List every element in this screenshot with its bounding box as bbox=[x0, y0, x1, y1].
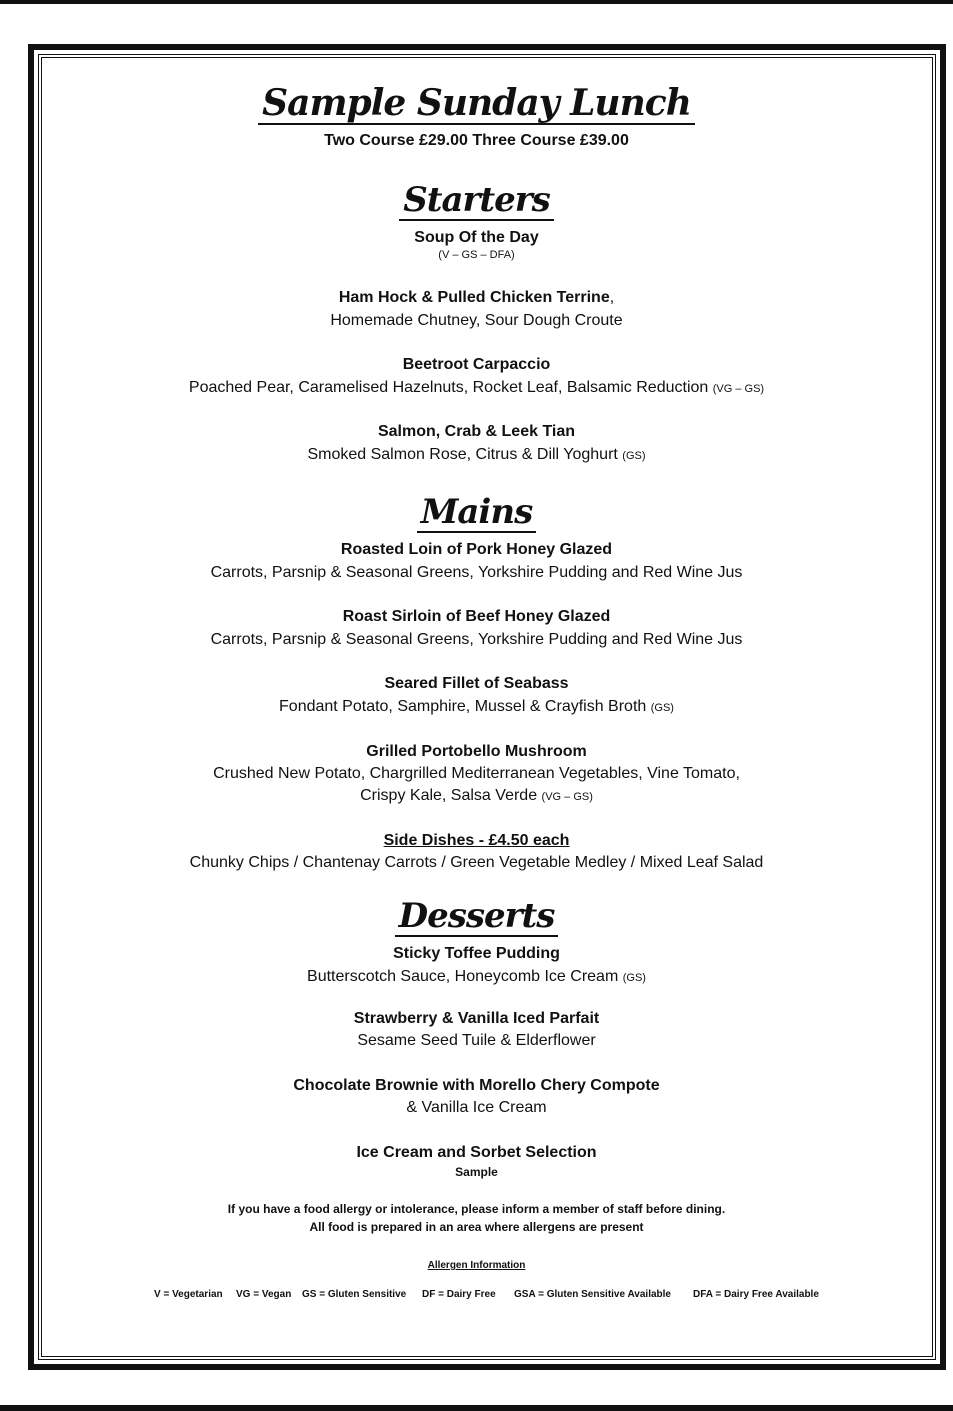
starters-heading: Starters bbox=[0, 180, 953, 221]
starter-line-4 bbox=[0, 446, 953, 464]
mains-heading: Mains bbox=[0, 492, 953, 533]
legend-vg: VG = Vegan bbox=[236, 1289, 292, 1300]
starter-item-2 bbox=[0, 289, 953, 307]
dessert-tag-1: (GS) bbox=[622, 972, 646, 984]
starter-name-2: Ham Hock & Pulled Chicken Terrine bbox=[338, 289, 610, 306]
starter-name-3: Beetroot Carpaccio bbox=[402, 356, 551, 373]
allergy-notice-2: All food is prepared in an area where allergens are present bbox=[309, 1220, 644, 1234]
dessert-line-1 bbox=[0, 968, 953, 986]
allergen-info-heading: Allergen Information bbox=[427, 1260, 526, 1271]
allergy-notice-1: If you have a food allergy or intolerance, please inform a member of staff before dining. bbox=[227, 1202, 726, 1216]
starter-tag-3: (VG – GS) bbox=[712, 383, 765, 395]
legend-gs: GS = Gluten Sensitive bbox=[302, 1289, 407, 1300]
main-tag-3: (GS) bbox=[650, 702, 674, 714]
desserts-heading: Desserts bbox=[0, 896, 953, 937]
main-name-2: Roast Sirloin of Beef Honey Glazed bbox=[342, 608, 611, 625]
side-dishes-list: Chunky Chips / Chantenay Carrots / Green Vegetable Medley / Mixed Leaf Salad bbox=[189, 854, 764, 871]
menu-title: Sample Sunday Lunch bbox=[0, 82, 953, 125]
starter-desc-3: Poached Pear, Caramelised Hazelnuts, Rocket Leaf, Balsamic Reduction bbox=[188, 379, 709, 396]
side-dishes-heading: Side Dishes - £4.50 each bbox=[383, 832, 570, 849]
dessert-desc-4: Sample bbox=[455, 1165, 498, 1179]
dessert-desc-2: Sesame Seed Tuile & Elderflower bbox=[357, 1032, 596, 1049]
main-name-3: Seared Fillet of Seabass bbox=[384, 675, 569, 692]
starter-tag-1: (V – GS – DFA) bbox=[438, 249, 515, 261]
bottom-edge-bar bbox=[0, 1405, 953, 1411]
starter-desc-4: Smoked Salmon Rose, Citrus & Dill Yoghurt bbox=[307, 446, 618, 463]
starter-line-3 bbox=[0, 379, 953, 397]
main-desc-3: Fondant Potato, Samphire, Mussel & Crayfish Broth bbox=[279, 698, 647, 715]
main-tag-4: (VG – GS) bbox=[541, 791, 593, 803]
main-line-4b bbox=[0, 787, 953, 805]
starter-desc-2: Homemade Chutney, Sour Dough Croute bbox=[330, 312, 623, 329]
starter-name-4: Salmon, Crab & Leek Tian bbox=[377, 423, 576, 440]
legend-df: DF = Dairy Free bbox=[422, 1289, 496, 1300]
main-line-3 bbox=[0, 698, 953, 716]
top-edge-bar bbox=[0, 0, 953, 4]
dessert-name-1: Sticky Toffee Pudding bbox=[393, 945, 560, 962]
legend-dfa: DFA = Dairy Free Available bbox=[693, 1289, 819, 1300]
starter-name-1: Soup Of the Day bbox=[414, 229, 539, 246]
legend-v: V = Vegetarian bbox=[154, 1289, 223, 1300]
price-line: Two Course £29.00 Three Course £39.00 bbox=[324, 132, 629, 149]
dessert-name-2: Strawberry & Vanilla Iced Parfait bbox=[353, 1010, 600, 1027]
dessert-name-3: Chocolate Brownie with Morello Chery Compote bbox=[293, 1077, 660, 1094]
main-name-4: Grilled Portobello Mushroom bbox=[366, 743, 587, 760]
main-desc-4: Crushed New Potato, Chargrilled Mediterranean Vegetables, Vine Tomato, bbox=[213, 765, 740, 782]
starter-tag-4: (GS) bbox=[622, 450, 646, 462]
main-desc-2: Carrots, Parsnip & Seasonal Greens, Yorkshire Pudding and Red Wine Jus bbox=[210, 631, 743, 648]
dessert-desc-1: Butterscotch Sauce, Honeycomb Ice Cream bbox=[307, 968, 619, 985]
main-desc-1: Carrots, Parsnip & Seasonal Greens, Yorkshire Pudding and Red Wine Jus bbox=[210, 564, 743, 581]
dessert-name-4: Ice Cream and Sorbet Selection bbox=[356, 1144, 597, 1161]
legend-gsa: GSA = Gluten Sensitive Available bbox=[514, 1289, 671, 1300]
main-desc-4b: Crispy Kale, Salsa Verde bbox=[360, 787, 538, 804]
starter-name-2-suffix: , bbox=[609, 289, 615, 306]
dessert-desc-3: & Vanilla Ice Cream bbox=[406, 1099, 547, 1116]
main-name-1: Roasted Loin of Pork Honey Glazed bbox=[340, 541, 613, 558]
